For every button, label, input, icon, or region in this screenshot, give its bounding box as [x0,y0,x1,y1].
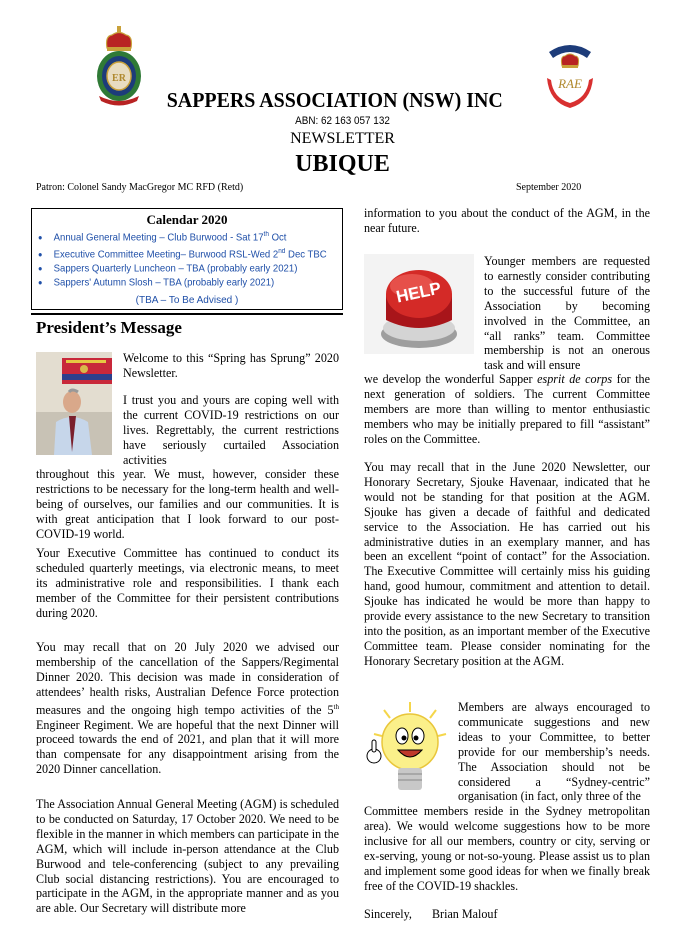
body-paragraph: Welcome to this “Spring has Sprung” 2020 Newsletter. [123,351,339,380]
paragraph-text: I trust you and yours are coping well with the current COVID-19 restrictions on our lives. Regrettably, the current restrictions have seriously curtailed Association activities [123,393,339,467]
bullet-icon: ● [38,232,43,242]
president-photo [36,352,112,455]
bullet-icon: ● [38,249,43,259]
patron-line: Patron: Colonel Sandy MacGregor MC RFD (Retd) [36,182,244,193]
organization-name: SAPPERS ASSOCIATION (NSW) INC [166,88,503,112]
calendar-note: (TBA – To Be Advised ) [135,295,239,306]
paragraph-text: throughout this year. We must, however, consider these restrictions to be necessary for the long-term health and well-being of ourselves, our families and our communities. It is with great anticipation that I look forward to our post-COVID-19 world. [36,467,339,541]
paragraph-text: Younger members are requested to earnestly consider contributing to the successful future of the Association by becoming involved in the Committee, an “all ranks” team. Committee membership is not an onerous task and will ensure [484,254,650,372]
section-divider [31,313,343,315]
lightbulb-mascot-icon [364,700,448,800]
sign-off-text: Sincerely, [364,907,412,921]
svg-text:RAE: RAE [558,76,582,91]
body-paragraph: Your Executive Committee has continued to conduct its scheduled quarterly meetings, via electronic means, to meet its administrative role and responsibilities. I thank each member of the Committee for their persistent contributions during 2020. [36,546,339,620]
calendar-box [31,208,343,310]
bullet-icon: ● [38,263,43,273]
rae-ubique-crest-icon [545,40,595,110]
body-paragraph-wrap-top [484,254,650,372]
abn-number: ABN: 62 163 057 132 [295,115,390,127]
paragraph-text: Members are always encouraged to communicate suggestions and new ideas to your Committee, to better provide for our membership’s needs. The Association should not be considered a “Sydney-centric” organisation (in fact, only three of the [458,700,650,804]
issue-date: September 2020 [516,182,582,193]
body-paragraph: information to you about the conduct of the AGM, in the near future. [364,206,650,235]
body-paragraph-wrap-bottom [36,467,339,542]
body-paragraph: The Association Annual General Meeting (AGM) is scheduled to be conducted on Saturday, 17 October 2020. We need to be flexible in the manner in which members can participate in the AGM, which will include in-person attendance at the Club Burwood and tele-conferencing (subject to any prevailing Club social distancing restrictions). You are encouraged to participate in the AGM, in the appropriate manner and as you are able. Our Secretary will distribute more [36,797,339,916]
body-paragraph-wrap-top [458,700,650,804]
help-button-image [364,254,474,354]
bullet-icon: ● [38,277,43,287]
sign-off [364,907,497,922]
calendar-list [38,228,352,290]
body-paragraph-wrap-bottom: we develop the wonderful Sapper esprit de corps for the next generation of soldiers. The current Committee members are more than willing to mentor enthusiastic members who may be initially prepared to fill “assistant” roles on the Committee. [364,372,650,446]
royal-engineers-badge-icon [96,26,142,106]
calendar-item[interactable]: ● Annual General Meeting – Club Burwood - Sat 17th Oct [38,231,287,244]
body-paragraph-wrap-bottom: Committee members reside in the Sydney metropolitan area). We would welcome suggestions how to be more inclusive for all our members, country or city, serving or ex-serving, young or not-so-young. Please assist us to plan and implement some good ideas for when we finally break free of the COVID-19 shackles. [364,804,650,893]
calendar-title: Calendar 2020 [146,212,228,227]
calendar-item[interactable]: ● Sappers Quarterly Luncheon – TBA (probably early 2021) [38,263,298,275]
svg-text:HELP: HELP [394,278,443,307]
newsletter-title: UBIQUE [295,151,390,177]
body-paragraph: You may recall that in the June 2020 Newsletter, our Honorary Secretary, Sjouke Havenaar, indicated that he would not be standing for that position at the AGM. Sjouke has given a decade of faithful and dedicated service to the Association. He has carried out his administrative duties in an exemplary manner, and has been an excellent “point of contact” for the Association. The Executive Committee will certainly miss his guiding hand, good humour, commitment and attention to detail. Sjouke has indicated he would be more than happy to provide every assistance to the new Secretary to transition into the position, as an important member of the Executive Committee team. Please consider nominating for the Honorary Secretary position at the AGM. [364,460,650,668]
svg-text:ER: ER [112,73,126,84]
newsletter-label: NEWSLETTER [290,130,395,147]
calendar-item[interactable]: ● Executive Committee Meeting– Burwood RSL-Wed 2nd Dec TBC [38,247,327,261]
signatory-name: Brian Malouf [431,907,498,921]
calendar-item[interactable]: ● Sappers' Autumn Slosh – TBA (probably early 2021) [38,277,275,289]
body-paragraph: You may recall that on 20 July 2020 we advised our membership of the cancellation of the Sappers/Regimental Dinner 2020. This decision was made in consideration of attendees’ health risks, Australian Defence Force protection measures and the ongoing high tempo activities of the 5th Engineer Regiment. We are hopeful that the next Dinner will proceed towards the end of 2021, and plan that it will more than compensate for any disappointment arising from the 2020 Dinner cancellation. [36,640,339,777]
section-heading: President’s Message [36,318,182,337]
body-paragraph-wrap-top [123,393,339,467]
